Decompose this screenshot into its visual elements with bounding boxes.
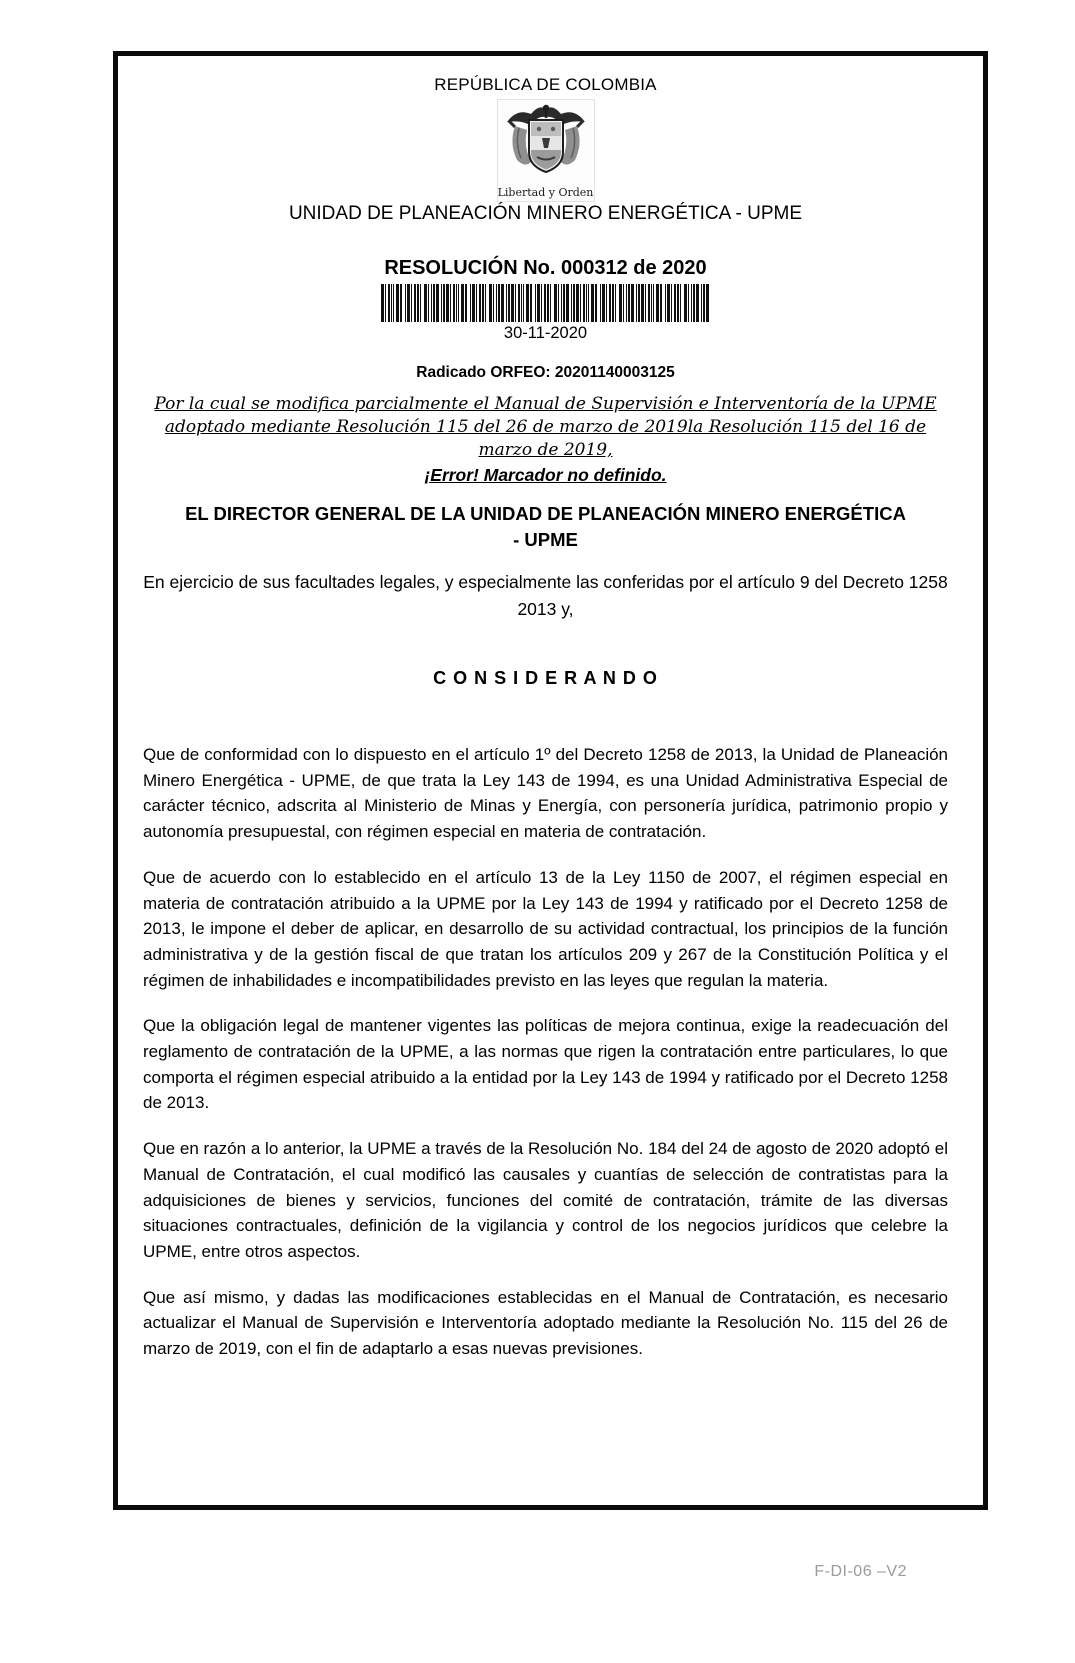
error-bookmark-label: ¡Error! Marcador no definido. [424, 465, 667, 485]
barcode-gap [709, 284, 710, 322]
colombia-coat-of-arms-icon [501, 100, 591, 186]
page-border-frame [113, 51, 988, 1510]
radicado-number: Radicado ORFEO: 20201140003125 [416, 364, 675, 381]
republic-heading: REPÚBLICA DE COLOMBIA [434, 75, 657, 94]
paragraph-2: Que de acuerdo con lo establecido en el artículo 13 de la Ley 1150 de 2007, el régimen especial en materia de contratación atribuido a la UPME por la Ley 143 de 1994 y ratificado por el Decreto 1258 de 2013, le impone el deber de aplicar, en desarrollo de su actividad contractual, los principios de la función administrativa y de la gestión fiscal de que tratan los artículos 209 y 267 de la Constitución Política y el régimen de inhabilidades e incompatibilidades previsto en las leyes que regulan la materia. [143, 867, 948, 990]
coat-of-arms-image [497, 99, 595, 202]
paragraph-3: Que la obligación legal de mantener vigentes las políticas de mejora continua, exige la readecuación del reglamento de contratación de la UPME, a las normas que rigen la contratación entre particulares, lo que comporta el régimen especial atribuido a la entidad por la Ley 143 de 1994 y ratificado por el Decreto 1258 de 2013. [143, 1016, 948, 1113]
considerando-heading: C O N S I D E R A N D O [433, 668, 658, 688]
paragraph-5: Que así mismo, y dadas las modificaciones establecidas en el Manual de Contratación, es necesario actualizar el Manual de Supervisión e Interventoría adoptado mediante la Resolución No. 115 del 26 de marzo de 2019, con el fin de adaptarlo a esas nuevas previsiones. [143, 1287, 948, 1359]
barcode-image [381, 284, 711, 322]
form-code-footer: F-DI-06 –V2 [814, 1563, 907, 1580]
page-content [118, 56, 983, 1362]
coat-of-arms [496, 99, 596, 202]
resolution-title: RESOLUCIÓN No. 000312 de 2020 [384, 257, 707, 279]
error-bookmark-text [143, 465, 948, 486]
preamble-text: En ejercicio de sus facultades legales, y especialmente las conferidas por el artículo 9 del Decreto 1258 2013 y, [143, 572, 948, 619]
resolution-date: 30-11-2020 [503, 324, 588, 342]
resolution-subject [143, 393, 948, 462]
entity-name-heading: UNIDAD DE PLANEACIÓN MINERO ENERGÉTICA - UPME [288, 203, 803, 224]
resolution-subject-text: Por la cual se modifica parcialmente el Manual de Supervisión e Interventoría de la UPME adoptado mediante Resolución 115 del 26 de marzo de 2019la Resolución 115 del 16 de marzo de 2019, [154, 394, 937, 460]
emblem-motto-label: Libertad y Orden [497, 186, 594, 199]
paragraph-1: Que de conformidad con lo dispuesto en el artículo 1º del Decreto 1258 de 2013, la Unidad de Planeación Minero Energética - UPME, de que trata la Ley 143 de 1994, es una Unidad Administrativa Especial de carácter técnico, adscrita al Ministerio de Minas y Energía, con personería jurídica, patrimonio propio y autonomía presupuestal, con régimen especial en materia de contratación. [143, 745, 948, 842]
authority-heading: EL DIRECTOR GENERAL DE LA UNIDAD DE PLANEACIÓN MINERO ENERGÉTICA - UPME [185, 503, 906, 550]
paragraph-4: Que en razón a lo anterior, la UPME a través de la Resolución No. 184 del 24 de agosto de 2020 adoptó el Manual de Contratación, el cual modificó las causales y cuantías de selección de contratistas para la adquisiciones de bienes y servicios, funciones del comité de contratación, trámite de las diversas situaciones contractuales, definición de la vigilancia y control de los negocios jurídicos que celebre la UPME, entre otros aspectos. [143, 1139, 948, 1261]
